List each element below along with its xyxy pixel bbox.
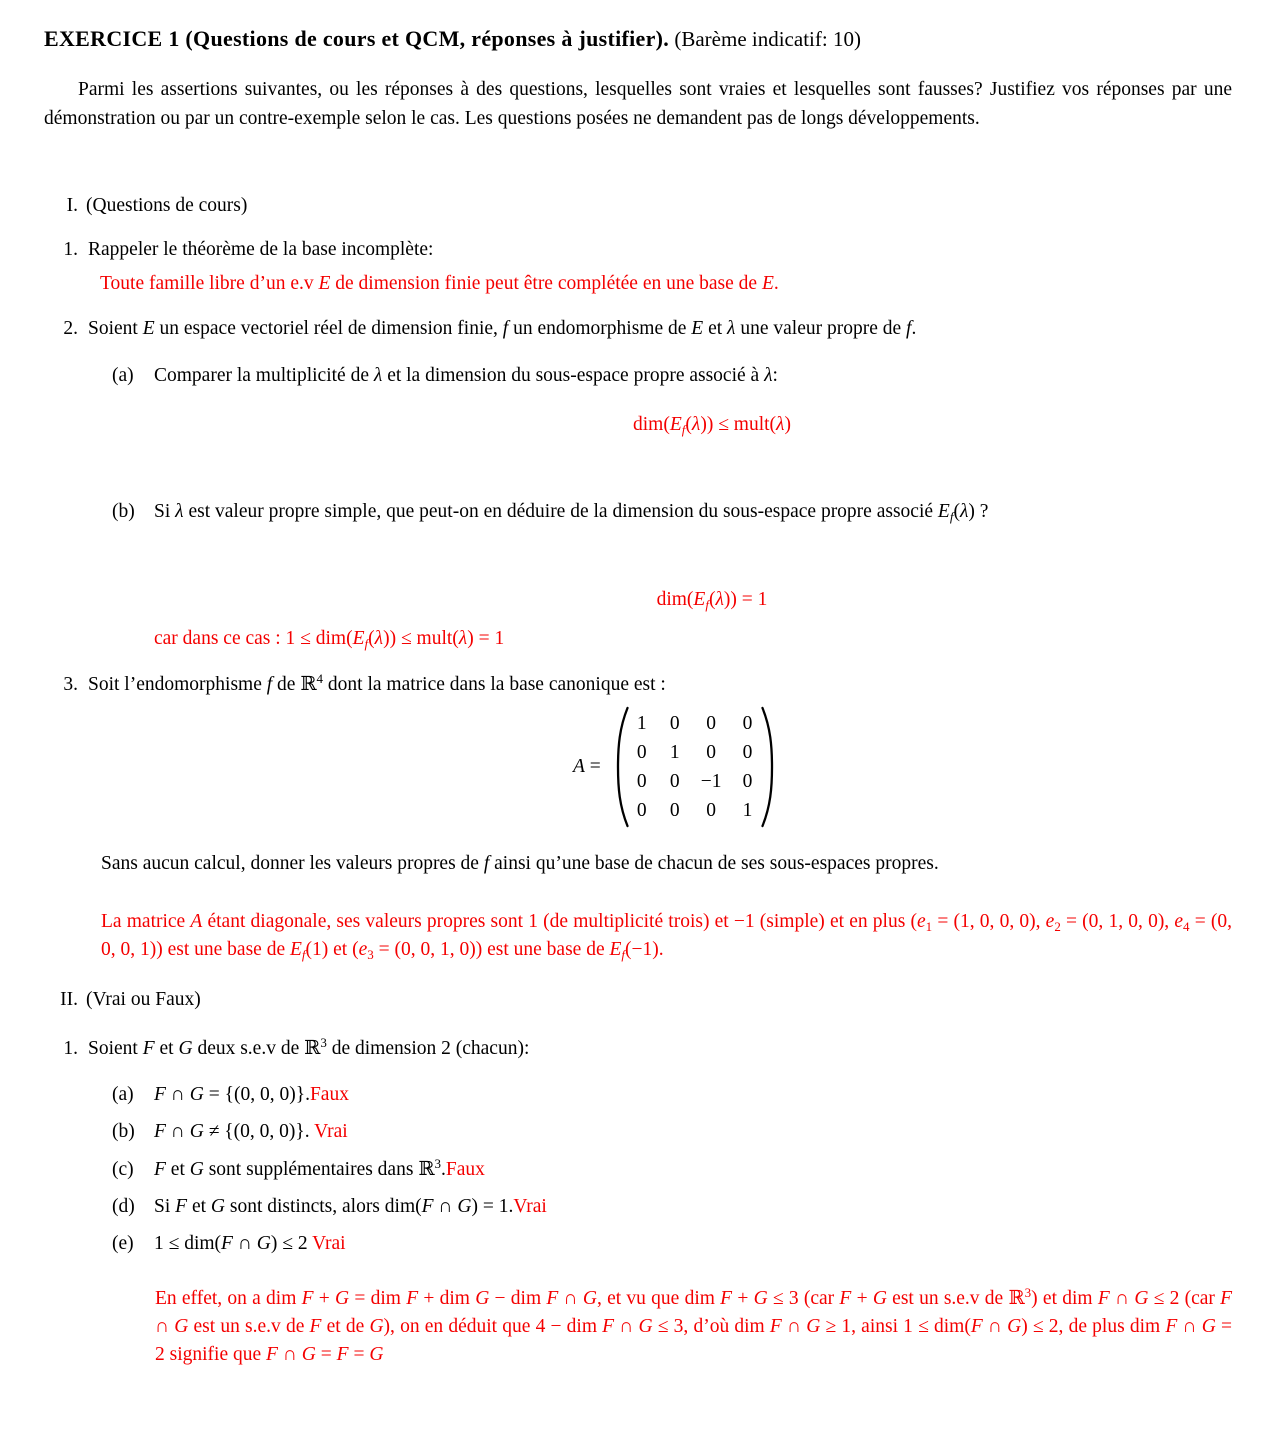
question-3-followup: Sans aucun calcul, donner les valeurs propres de f ainsi qu’une base de chacun de ses sous-espaces propres.	[101, 853, 939, 874]
tf-item-b-text: F ∩ G ≠ {(0, 0, 0)}. Vrai	[154, 1121, 348, 1142]
question-2b-text: Si λ est valeur propre simple, que peut-on en déduire de la dimension du sous-espace propre associé $E_f(\lambda)$ ?	[154, 501, 989, 524]
section2-question-1-number: 1.	[63, 1038, 78, 1059]
tf-item-b-label: (b)	[112, 1121, 135, 1142]
tf-item-d-text: Si F et G sont distincts, alors dim(F ∩ G) = 1.Vrai	[154, 1196, 547, 1217]
question-2	[44, 315, 1232, 342]
exercise-title	[44, 26, 1232, 54]
section2-question-1	[44, 1035, 1232, 1062]
matrix-left-paren	[615, 706, 630, 828]
tf-item-d-label: (d)	[112, 1196, 135, 1217]
tf-item-c-text: F et G sont supplémentaires dans ℝ$^3$.Faux	[154, 1156, 485, 1180]
question-3	[44, 671, 1232, 698]
tf-item-c	[44, 1156, 1232, 1183]
tf-item-a	[44, 1081, 1232, 1108]
matrix-right-paren	[760, 706, 775, 828]
formula-dim-leq-mult: $dim(E_f(\lambda))$ ≤ mult(λ)	[633, 414, 791, 437]
question-2a	[44, 362, 1232, 389]
section2-question-1-text: Soient F et G deux s.e.v de ℝ$^3$ de dimension 2 (chacun):	[88, 1035, 530, 1059]
section-1-label: I.	[66, 195, 78, 216]
question-2-number: 2.	[63, 318, 78, 339]
tf-item-a-label: (a)	[112, 1084, 134, 1105]
question-1-text: Rappeler le théorème de la base incomplète:	[88, 239, 434, 260]
section-1-title: (Questions de cours)	[86, 195, 248, 216]
matrix-values: 1 0 0 0 0 1 0 0 0 0 −1 0 0 0 0 1	[636, 713, 753, 821]
question-2b-label: (b)	[112, 501, 135, 522]
question-3-number: 3.	[63, 674, 78, 695]
exercise-title-main: EXERCICE 1 (Questions de cours et QCM, réponses à justifier).	[44, 26, 670, 51]
answer-2b-note: car dans ce cas : $1 \le dim(E_f(\lambda))$ ≤ mult(λ) = 1	[154, 628, 505, 651]
section-1-heading	[44, 192, 1232, 219]
question-1-number: 1.	[63, 239, 78, 260]
tf-item-a-text: F ∩ G = {(0, 0, 0)}.Faux	[154, 1084, 349, 1105]
tf-item-c-label: (c)	[112, 1159, 134, 1180]
matrix-label: A =	[573, 756, 601, 777]
question-2b	[44, 498, 1232, 525]
justification-paragraph: En effet, on a dim F + G = dim F + dim G − dim F ∩ G, et vu que dim F + G ≤ 3 (car F + G est un s.e.v de ℝ$^3$) et dim F ∩ G ≤ 2 (car F ∩ G est un s.e.v de F et de G), on en déduit que 4 − dim F ∩ G ≤ 3, d’où dim F ∩ G ≥ 1, ainsi 1 ≤ dim(F ∩ G) ≤ 2, de plus dim F ∩ G = 2 signifie que F ∩ G = F = G	[155, 1285, 1233, 1365]
section-2-title: (Vrai ou Faux)	[86, 989, 201, 1010]
answer-1: Toute famille libre d’un e.v E de dimension finie peut être complétée en une base de E.	[100, 273, 779, 294]
tf-item-b	[44, 1118, 1232, 1145]
tf-item-d	[44, 1193, 1232, 1220]
tf-item-e-label: (e)	[112, 1233, 134, 1254]
question-2a-label: (a)	[112, 365, 134, 386]
matrix-equation	[573, 706, 775, 828]
formula-dim-eq-1: $dim(E_f(\lambda)) = 1$	[656, 589, 768, 612]
section-2-label: II.	[60, 989, 78, 1010]
intro-paragraph: Parmi les assertions suivantes, ou les réponses à des questions, lesquelles sont vraies et lesquelles sont fausses? Justifiez vos réponses par une démonstration ou par un contre-exemple selon le cas. Les questions posées ne demandent pas de longs développements.	[44, 79, 1232, 129]
tf-item-e	[44, 1230, 1232, 1257]
question-1	[44, 236, 1232, 263]
section-2-heading	[44, 986, 1232, 1013]
exercise-title-bareme: (Barème indicatif: 10)	[669, 27, 861, 51]
question-2-text: Soient E un espace vectoriel réel de dimension finie, f un endomorphisme de E et λ une valeur propre de f.	[88, 318, 917, 339]
tf-item-e-text: 1 ≤ dim(F ∩ G) ≤ 2 Vrai	[154, 1233, 346, 1254]
question-2a-text: Comparer la multiplicité de λ et la dimension du sous-espace propre associé à λ:	[154, 365, 778, 386]
question-3-text: Soit l’endomorphisme f de ℝ$^4$ dont la matrice dans la base canonique est :	[88, 671, 666, 695]
answer-3: La matrice A étant diagonale, ses valeurs propres sont 1 (de multiplicité trois) et −1 (simple) et en plus ($e_1 = (1$, 0, 0, 0), $e_2 = (0$, 1, 0, 0), $e_4 = (0$, 0, 0, 1)) est une base de $E_f(1)$ et ($e_3 = (0$, 0, 1, 0)) est une base de $E_f(-1)$.	[101, 911, 1232, 962]
